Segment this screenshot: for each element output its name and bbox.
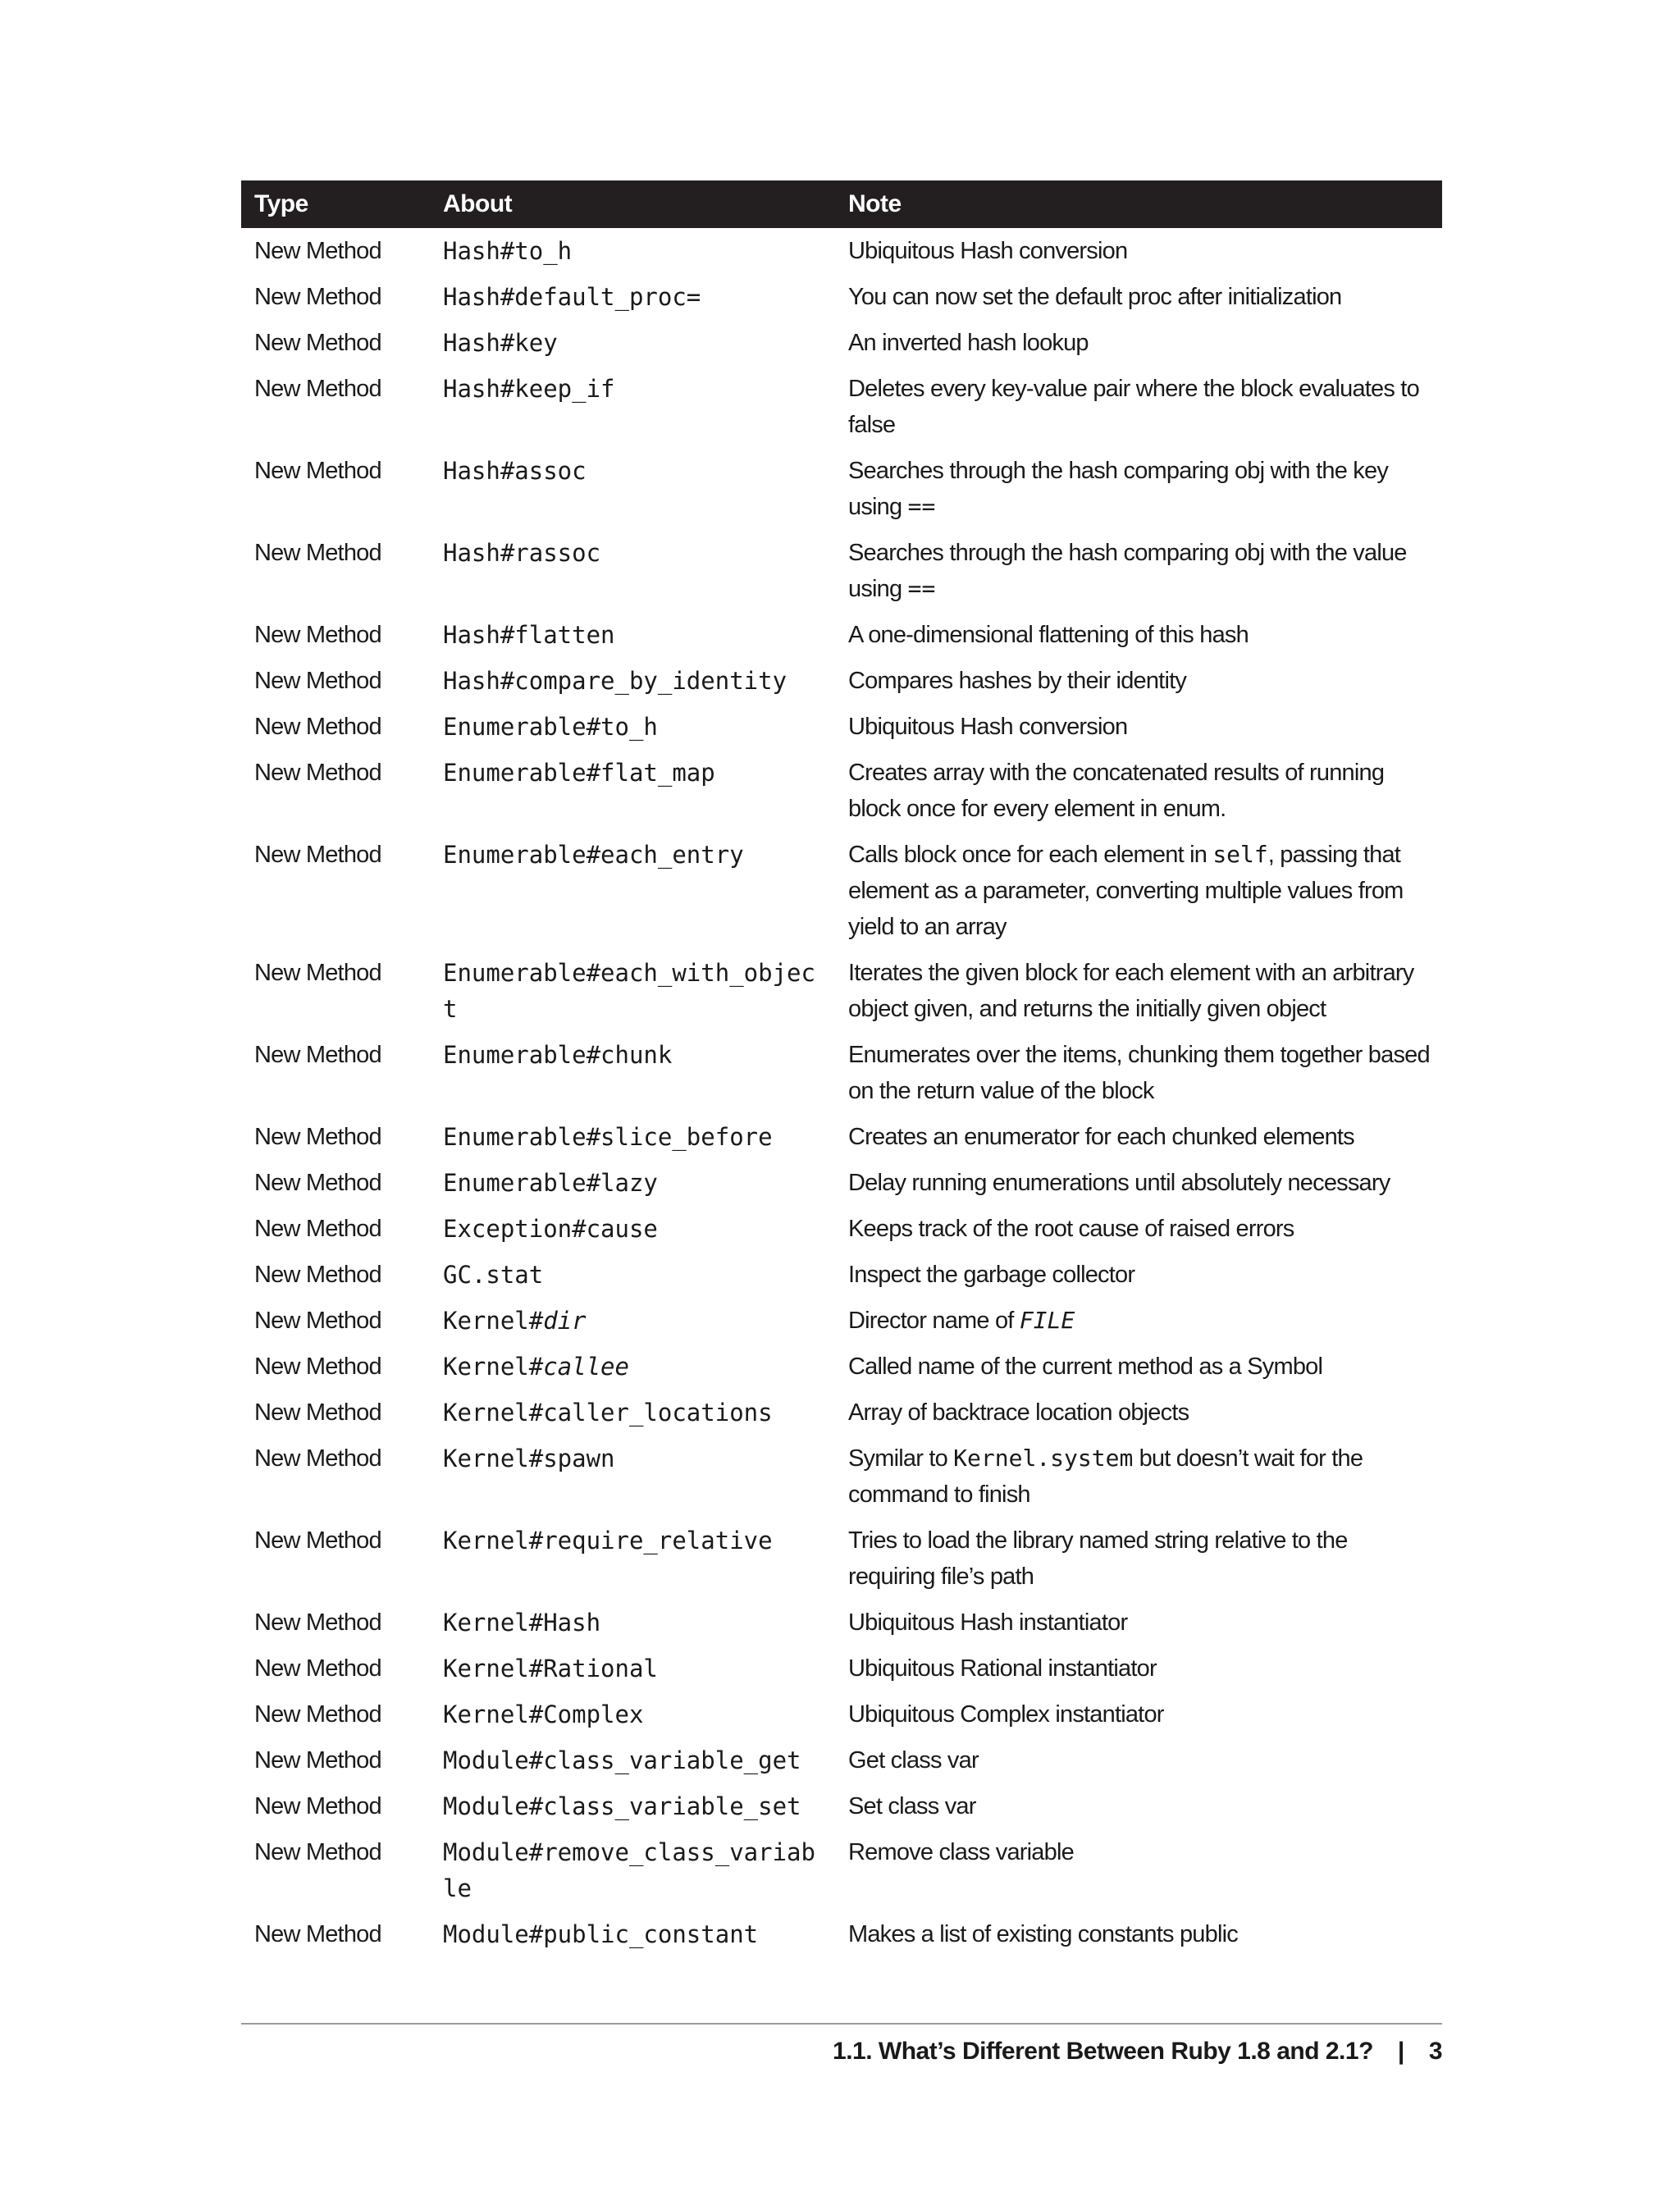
cell-type: New Method [254,1216,381,1242]
cell-about: Hash#rassoc [443,539,601,567]
text-segment: Called name of the current method as a Symbol [848,1354,1323,1380]
table-body [241,228,1442,1957]
cell-note [835,448,1442,530]
table-row [241,366,1442,448]
table-row [241,320,1442,366]
table-row [241,1344,1442,1390]
table-row [241,950,1442,1032]
cell-note [835,750,1442,832]
cell-type: New Method [254,330,381,356]
table-header [241,180,1442,228]
cell-note [835,366,1442,448]
text-segment: Enumerates over the items, chunking them together based on the return value of the block [848,1042,1430,1104]
text-segment: Inspect the garbage collector [848,1262,1135,1288]
cell-type: New Method [254,1308,381,1334]
text-segment: Symilar to [848,1445,954,1472]
cell-note [835,320,1442,366]
cell-note [835,1783,1442,1829]
footer-rule [241,2023,1442,2025]
cell-type: New Method [254,284,381,310]
cell-note [835,1737,1442,1783]
text-segment: Ubiquitous Rational instantiator [848,1655,1157,1682]
cell-about: GC.stat [443,1261,544,1289]
text-segment: Deletes every key-value pair where the block evaluates to false [848,376,1419,438]
text-segment: Ubiquitous Hash conversion [848,714,1128,740]
cell-about: Kernel#spawn [443,1445,615,1472]
cell-type: New Method [254,1445,381,1472]
cell-about: Module#class_variable_set [443,1792,801,1820]
page-footer [833,2038,1442,2066]
text-segment: Remove class variable [848,1839,1074,1865]
text-segment: Searches through the hash comparing obj with the key using [848,458,1389,520]
cell-about: Enumerable#flat_map [443,759,715,787]
cell-about [430,1298,835,1344]
cell-type: New Method [254,1921,381,1947]
text-segment: Creates array with the concatenated results of running block once for every element in enum. [848,760,1385,822]
cell-type: New Method [254,1170,381,1196]
table-row [241,1737,1442,1783]
table-row [241,658,1442,704]
cell-type: New Method [254,376,381,402]
table-row [241,1518,1442,1600]
cell-note [835,1160,1442,1206]
column-header-type: Type [241,180,430,228]
table-row [241,1298,1442,1344]
text-segment: Director name of [848,1308,1020,1334]
cell-type: New Method [254,1124,381,1150]
table-row [241,832,1442,950]
table-row [241,1390,1442,1436]
text-segment: Kernel# [443,1353,544,1381]
cell-about: Kernel#Hash [443,1609,601,1637]
text-segment: Makes a list of existing constants public [848,1921,1238,1947]
cell-type: New Method [254,1701,381,1728]
cell-type: New Method [254,960,381,986]
cell-note [835,1252,1442,1298]
cell-about: Module#class_variable_get [443,1746,801,1774]
cell-note [835,1436,1442,1518]
page-number: 3 [1428,2038,1442,2065]
table-row [241,1436,1442,1518]
italic-text: callee [543,1353,629,1381]
table-row [241,1829,1442,1911]
text-segment: You can now set the default proc after initialization [848,284,1342,310]
inline-code: self [1212,841,1268,868]
cell-about: Hash#default_proc= [443,283,701,311]
cell-note [835,1114,1442,1160]
cell-about [430,1344,835,1390]
cell-type: New Method [254,1839,381,1865]
cell-type: New Method [254,1262,381,1288]
table-row [241,1032,1442,1114]
text-segment: Set class var [848,1793,976,1819]
cell-about: Module#public_constant [443,1920,759,1948]
cell-about: Enumerable#slice_before [443,1123,773,1151]
table-header-row [241,180,1442,228]
cell-type: New Method [254,1399,381,1426]
cell-type: New Method [254,1042,381,1068]
table-row [241,1252,1442,1298]
table-row [241,1160,1442,1206]
cell-note [835,1206,1442,1252]
table-row [241,1646,1442,1691]
italic-text: dir [543,1307,587,1335]
table-row [241,1600,1442,1646]
cell-note [835,274,1442,320]
cell-note [835,1390,1442,1436]
text-segment: Kernel# [443,1307,544,1335]
table-row [241,1114,1442,1160]
cell-about: Hash#to_h [443,237,573,265]
cell-note [835,612,1442,658]
cell-about: Kernel#caller_locations [443,1399,773,1427]
cell-type: New Method [254,1354,381,1380]
cell-about: Kernel#require_relative [443,1527,773,1554]
text-segment: Ubiquitous Hash instantiator [848,1609,1128,1636]
cell-type: New Method [254,842,381,868]
cell-note [835,658,1442,704]
cell-note [835,832,1442,950]
cell-note [835,950,1442,1032]
cell-about: Kernel#Complex [443,1701,644,1728]
table-row [241,530,1442,612]
text-segment: Creates an enumerator for each chunked elements [848,1124,1354,1150]
cell-type: New Method [254,458,381,484]
cell-note [835,1911,1442,1957]
cell-about: Enumerable#each_with_object [443,959,815,1023]
cell-note [835,228,1442,274]
table-row [241,750,1442,832]
text-segment: , passing that element as a parameter, converting multiple values from yield to an array [848,842,1404,940]
cell-note [835,1032,1442,1114]
cell-note [835,1344,1442,1390]
cell-type: New Method [254,1655,381,1682]
cell-type: New Method [254,1527,381,1554]
table-row [241,274,1442,320]
cell-type: New Method [254,1609,381,1636]
cell-type: New Method [254,714,381,740]
inline-code: FILE [1019,1307,1075,1334]
text-segment: A one-dimensional flattening of this hash [848,622,1249,648]
inline-code: Kernel.system [953,1445,1134,1472]
table-row [241,704,1442,750]
cell-note [835,1829,1442,1911]
cell-about: Enumerable#each_entry [443,841,744,869]
cell-type: New Method [254,1793,381,1819]
text-segment: Tries to load the library named string relative to the requiring file’s path [848,1527,1348,1590]
cell-about: Module#remove_class_variable [443,1838,815,1902]
footer-section-title: 1.1. What’s Different Between Ruby 1.8 and 2.1? [833,2038,1373,2065]
inline-code: == [907,575,936,602]
cell-note [835,530,1442,612]
text-segment: Keeps track of the root cause of raised errors [848,1216,1294,1242]
cell-about: Exception#cause [443,1215,658,1243]
column-header-note: Note [835,180,1442,228]
footer-separator: | [1397,2038,1404,2065]
text-segment: Ubiquitous Complex instantiator [848,1701,1164,1728]
text-segment: Ubiquitous Hash conversion [848,238,1128,264]
cell-type: New Method [254,1747,381,1774]
cell-note [835,1646,1442,1691]
ruby-methods-table [241,180,1442,1957]
cell-type: New Method [254,540,381,566]
cell-note [835,1691,1442,1737]
cell-type: New Method [254,668,381,694]
text-segment: An inverted hash lookup [848,330,1089,356]
table-row [241,1911,1442,1957]
text-segment: Iterates the given block for each element with an arbitrary object given, and returns the initially given object [848,960,1414,1022]
text-segment: Compares hashes by their identity [848,668,1187,694]
cell-note [835,1518,1442,1600]
text-segment: Array of backtrace location objects [848,1399,1189,1426]
cell-about: Hash#compare_by_identity [443,667,788,695]
cell-type: New Method [254,238,381,264]
cell-about: Hash#assoc [443,457,587,485]
text-segment: Searches through the hash comparing obj with the value using [848,540,1407,602]
table-row [241,228,1442,274]
table-row [241,448,1442,530]
cell-about: Enumerable#to_h [443,713,658,741]
table-row [241,1691,1442,1737]
cell-about: Hash#key [443,329,558,357]
text-segment: Calls block once for each element in [848,842,1213,868]
text-segment: but doesn’t wait for the command to finish [848,1445,1363,1508]
cell-note [835,1600,1442,1646]
cell-about: Kernel#Rational [443,1655,658,1682]
text-segment: Get class var [848,1747,979,1774]
cell-type: New Method [254,622,381,648]
cell-type: New Method [254,760,381,786]
cell-about: Enumerable#lazy [443,1169,658,1197]
table-row [241,1783,1442,1829]
cell-about: Enumerable#chunk [443,1041,673,1069]
table-row [241,612,1442,658]
cell-about: Hash#flatten [443,621,615,649]
cell-about: Hash#keep_if [443,375,615,403]
text-segment: Delay running enumerations until absolutely necessary [848,1170,1390,1196]
cell-note [835,1298,1442,1344]
inline-code: == [907,493,936,520]
table-row [241,1206,1442,1252]
cell-note [835,704,1442,750]
column-header-about: About [430,180,835,228]
